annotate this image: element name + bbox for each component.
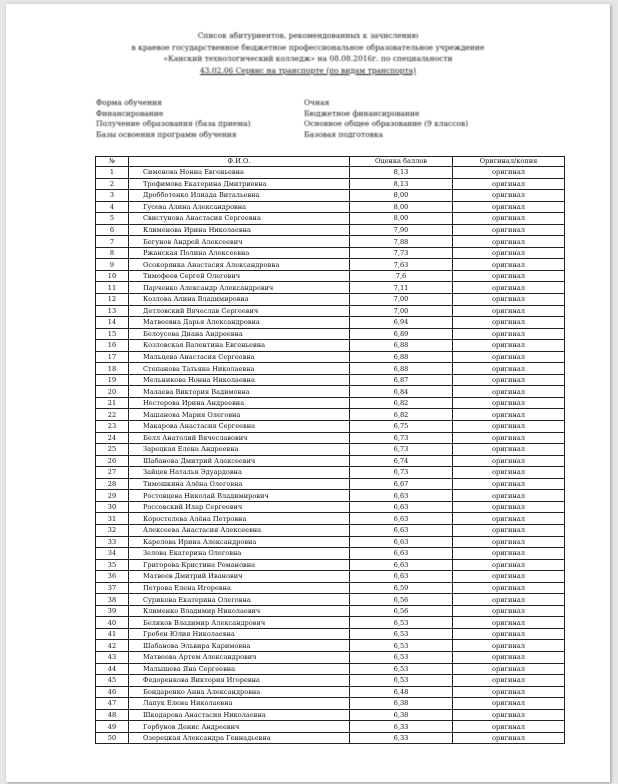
table-row	[96, 478, 565, 490]
row-document: оригинал	[453, 213, 565, 225]
row-score: 6,53	[350, 675, 453, 687]
row-document: оригинал	[453, 536, 565, 548]
row-document: оригинал	[453, 444, 565, 456]
row-number: 9	[96, 259, 129, 271]
row-number: 49	[96, 721, 129, 733]
column-header-document: Оригинал/копия	[453, 157, 565, 167]
row-name: Козловская Валентина Евгеньевна	[129, 340, 350, 352]
row-number: 38	[96, 594, 129, 606]
row-score: 8,00	[350, 190, 453, 202]
meta-value-basis: Основное общее образование (9 классов)	[304, 119, 469, 128]
row-name: Петрова Елена Игоревна	[129, 582, 350, 594]
row-name: Нестерова Ирина Андреевна	[129, 397, 350, 409]
column-header-name: Ф.И.О.	[129, 157, 350, 167]
row-number: 5	[96, 213, 129, 225]
row-document: оригинал	[453, 386, 565, 398]
row-document: оригинал	[453, 259, 565, 271]
meta-label-level: Базы освоения программ обучения	[96, 129, 237, 139]
row-name: Белл Анатолий Вячеславович	[129, 432, 350, 444]
row-document: оригинал	[453, 675, 565, 687]
row-document: оригинал	[453, 594, 565, 606]
row-number: 15	[96, 328, 129, 340]
row-number: 31	[96, 513, 129, 525]
row-document: оригинал	[453, 571, 565, 583]
row-number: 18	[96, 363, 129, 375]
row-document: оригинал	[453, 224, 565, 236]
row-name: Сурикова Екатерина Олеговна	[129, 594, 350, 606]
row-document: оригинал	[453, 467, 565, 479]
table-header-row	[96, 157, 565, 167]
row-document: оригинал	[453, 421, 565, 433]
row-number: 43	[96, 651, 129, 663]
table-row	[96, 444, 565, 456]
row-number: 46	[96, 686, 129, 698]
table-row	[96, 305, 565, 317]
row-number: 19	[96, 374, 129, 386]
table-row	[96, 270, 565, 282]
row-document: оригинал	[453, 247, 565, 259]
row-document: оригинал	[453, 317, 565, 329]
table-row	[96, 698, 565, 710]
row-number: 34	[96, 548, 129, 560]
meta-label-form: Форма обучения	[96, 98, 162, 107]
row-score: 6,94	[350, 317, 453, 329]
row-document: оригинал	[453, 201, 565, 213]
table-row	[96, 282, 565, 294]
row-name: Свистунова Анастасия Сергеевна	[129, 213, 350, 225]
row-name: Федоренкова Виктория Игоревна	[129, 675, 350, 687]
row-score: 6,33	[350, 721, 453, 733]
row-score: 6,53	[350, 628, 453, 640]
table-row	[96, 513, 565, 525]
row-name: Зарецкая Елена Андреевна	[129, 444, 350, 456]
row-score: 6,82	[350, 409, 453, 421]
row-name: Мальцева Анастасия Сергеевна	[129, 351, 350, 363]
row-number: 25	[96, 444, 129, 456]
row-name: Тимофеев Сергей Олегович	[129, 270, 350, 282]
row-score: 6,53	[350, 640, 453, 652]
table-row	[96, 721, 565, 733]
row-number: 35	[96, 559, 129, 571]
row-document: оригинал	[453, 455, 565, 467]
row-score: 7,11	[350, 282, 453, 294]
row-number: 26	[96, 455, 129, 467]
row-score: 6,75	[350, 421, 453, 433]
row-score: 6,63	[350, 571, 453, 583]
row-score: 6,88	[350, 340, 453, 352]
row-number: 6	[96, 224, 129, 236]
row-document: оригинал	[453, 432, 565, 444]
row-score: 6,63	[350, 513, 453, 525]
table-row	[96, 536, 565, 548]
row-name: Клименова Ирина Николаевна	[129, 224, 350, 236]
row-number: 24	[96, 432, 129, 444]
row-name: Белоусова Диана Андреевна	[129, 328, 350, 340]
table-row	[96, 178, 565, 190]
row-name: Лапук Елена Николаевна	[129, 698, 350, 710]
table-row	[96, 374, 565, 386]
meta-labels	[96, 98, 296, 140]
row-name: Степанова Татьяна Николаевна	[129, 363, 350, 375]
row-number: 41	[96, 628, 129, 640]
row-score: 6,48	[350, 686, 453, 698]
row-number: 30	[96, 501, 129, 513]
table-row	[96, 224, 565, 236]
row-name: Осокорянка Анастасия Александровна	[129, 259, 350, 271]
row-name: Дробботенко Илиада Витальевна	[129, 190, 350, 202]
row-name: Горбунов Денис Андреевич	[129, 721, 350, 733]
meta-value-level: Базовая подготовка	[304, 129, 384, 139]
row-number: 12	[96, 294, 129, 306]
row-name: Зайцев Наталья Эдуардовна	[129, 467, 350, 479]
row-number: 45	[96, 675, 129, 687]
row-score: 6,38	[350, 698, 453, 710]
row-number: 3	[96, 190, 129, 202]
row-score: 7,88	[350, 236, 453, 248]
column-header-score: Оценка баллов	[350, 157, 453, 167]
table-row	[96, 455, 565, 467]
row-number: 16	[96, 340, 129, 352]
row-name: Бегунов Андрей Алексеевич	[129, 236, 350, 248]
row-name: Озерецкая Александра Геннадьевна	[129, 732, 350, 744]
row-document: оригинал	[453, 294, 565, 306]
row-score: 6,63	[350, 490, 453, 502]
row-number: 10	[96, 270, 129, 282]
row-name: Трофимова Екатерина Дмитриевна	[129, 178, 350, 190]
table-row	[96, 663, 565, 675]
row-number: 27	[96, 467, 129, 479]
row-score: 7,90	[350, 224, 453, 236]
row-document: оригинал	[453, 513, 565, 525]
row-document: оригинал	[453, 501, 565, 513]
row-score: 6,53	[350, 663, 453, 675]
row-number: 21	[96, 397, 129, 409]
row-name: Мельникова Нонна Николаевна	[129, 374, 350, 386]
table-row	[96, 247, 565, 259]
row-document: оригинал	[453, 582, 565, 594]
table-row	[96, 501, 565, 513]
row-score: 6,53	[350, 651, 453, 663]
row-document: оригинал	[453, 617, 565, 629]
row-score: 7,00	[350, 294, 453, 306]
row-name: Клименко Владимир Николаевич	[129, 605, 350, 617]
row-number: 48	[96, 709, 129, 721]
row-number: 20	[96, 386, 129, 398]
table-row	[96, 571, 565, 583]
row-score: 6,73	[350, 432, 453, 444]
row-document: оригинал	[453, 340, 565, 352]
header-line-3: «Канский технологический колледж» на 08.08.2016г. по специальности	[163, 54, 453, 63]
row-document: оригинал	[453, 698, 565, 710]
row-number: 50	[96, 732, 129, 744]
table-row	[96, 640, 565, 652]
meta-value-financing: Бюджетное финансирование	[304, 108, 420, 118]
table-row	[96, 328, 565, 340]
row-number: 42	[96, 640, 129, 652]
row-name: Шабанова Дмитрий Алексеевич	[129, 455, 350, 467]
row-name: Григорова Кристина Романовна	[129, 559, 350, 571]
row-number: 39	[96, 605, 129, 617]
row-score: 7,63	[350, 259, 453, 271]
table-row	[96, 524, 565, 536]
row-name: Козлова Алина Владимировна	[129, 294, 350, 306]
row-document: оригинал	[453, 374, 565, 386]
table-row	[96, 397, 565, 409]
row-score: 6,33	[350, 732, 453, 744]
row-document: оригинал	[453, 328, 565, 340]
row-document: оригинал	[453, 270, 565, 282]
row-document: оригинал	[453, 305, 565, 317]
table-row	[96, 421, 565, 433]
row-name: Шкодарова Анастасия Николаевна	[129, 709, 350, 721]
table-row	[96, 675, 565, 687]
table-row	[96, 213, 565, 225]
table-row	[96, 605, 565, 617]
row-name: Макарова Анастасия Сергеевна	[129, 421, 350, 433]
table-row	[96, 548, 565, 560]
row-document: оригинал	[453, 732, 565, 744]
row-document: оригинал	[453, 478, 565, 490]
row-number: 8	[96, 247, 129, 259]
applicants-table	[95, 156, 565, 744]
row-document: оригинал	[453, 178, 565, 190]
table-row	[96, 190, 565, 202]
row-document: оригинал	[453, 721, 565, 733]
table-row	[96, 340, 565, 352]
table-row	[96, 651, 565, 663]
meta-label-financing: Финансирование	[96, 108, 164, 118]
row-number: 28	[96, 478, 129, 490]
header-line-2: в краевое государственное бюджетное профессиональное образовательное учреждение	[131, 42, 485, 52]
table-row	[96, 167, 565, 179]
row-score: 6,63	[350, 524, 453, 536]
row-document: оригинал	[453, 190, 565, 202]
row-number: 13	[96, 305, 129, 317]
row-score: 7,73	[350, 247, 453, 259]
row-name: Матвеев Дмитрий Иванович	[129, 571, 350, 583]
row-name: Россовский Илар Сергеевич	[129, 501, 350, 513]
row-score: 6,88	[350, 363, 453, 375]
table-row	[96, 594, 565, 606]
row-number: 33	[96, 536, 129, 548]
row-name: Детловский Вячеслав Сергеевич	[129, 305, 350, 317]
document-header	[6, 30, 610, 76]
table-row	[96, 559, 565, 571]
row-name: Зелова Екатерина Олеговна	[129, 548, 350, 560]
row-score: 6,53	[350, 617, 453, 629]
column-header-number: №	[96, 157, 129, 167]
table-row	[96, 490, 565, 502]
table-row	[96, 582, 565, 594]
row-score: 7,6	[350, 270, 453, 282]
row-document: оригинал	[453, 640, 565, 652]
row-score: 6,74	[350, 455, 453, 467]
row-score: 6,63	[350, 559, 453, 571]
row-number: 1	[96, 167, 129, 179]
row-number: 40	[96, 617, 129, 629]
row-document: оригинал	[453, 651, 565, 663]
header-line-1: Список абитуриентов, рекомендованных к зачислению	[197, 31, 419, 40]
row-name: Ржанская Полина Алексеевна	[129, 247, 350, 259]
row-score: 6,38	[350, 709, 453, 721]
header-specialty: 43.02.06 Сервис на транспорте (по видам транспорта)	[199, 65, 417, 75]
row-number: 32	[96, 524, 129, 536]
row-score: 6,73	[350, 444, 453, 456]
row-number: 2	[96, 178, 129, 190]
row-number: 14	[96, 317, 129, 329]
meta-values	[304, 98, 524, 140]
row-score: 8,13	[350, 167, 453, 179]
row-name: Тимошкина Алёна Олеговна	[129, 478, 350, 490]
table-row	[96, 732, 565, 744]
table-row	[96, 363, 565, 375]
row-number: 7	[96, 236, 129, 248]
row-name: Гусева Алина Александровна	[129, 201, 350, 213]
row-document: оригинал	[453, 490, 565, 502]
row-document: оригинал	[453, 686, 565, 698]
table-row	[96, 201, 565, 213]
row-name: Гребен Юлия Николаевна	[129, 628, 350, 640]
row-document: оригинал	[453, 351, 565, 363]
table-row	[96, 409, 565, 421]
row-name: Машанова Мария Олеговна	[129, 409, 350, 421]
meta-value-form: Очная	[304, 98, 330, 107]
row-score: 6,67	[350, 478, 453, 490]
row-document: оригинал	[453, 709, 565, 721]
row-document: оригинал	[453, 559, 565, 571]
table-row	[96, 259, 565, 271]
row-document: оригинал	[453, 236, 565, 248]
row-name: Коростелева Алёна Петровна	[129, 513, 350, 525]
row-number: 11	[96, 282, 129, 294]
row-name: Карелова Ирина Александровна	[129, 536, 350, 548]
row-score: 6,87	[350, 374, 453, 386]
row-document: оригинал	[453, 397, 565, 409]
table-row	[96, 709, 565, 721]
table-row	[96, 317, 565, 329]
row-number: 4	[96, 201, 129, 213]
row-number: 17	[96, 351, 129, 363]
row-score: 6,73	[350, 467, 453, 479]
row-document: оригинал	[453, 282, 565, 294]
row-document: оригинал	[453, 663, 565, 675]
row-number: 37	[96, 582, 129, 594]
table-row	[96, 432, 565, 444]
row-score: 6,59	[350, 582, 453, 594]
row-document: оригинал	[453, 524, 565, 536]
row-number: 22	[96, 409, 129, 421]
row-score: 7,00	[350, 305, 453, 317]
row-score: 6,63	[350, 501, 453, 513]
row-score: 8,00	[350, 201, 453, 213]
row-score: 6,56	[350, 605, 453, 617]
row-score: 6,89	[350, 328, 453, 340]
row-score: 6,63	[350, 548, 453, 560]
row-document: оригинал	[453, 363, 565, 375]
row-name: Малаева Виктория Вадимовна	[129, 386, 350, 398]
row-score: 8,00	[350, 213, 453, 225]
row-name: Сименова Нонна Евгеньевна	[129, 167, 350, 179]
row-number: 23	[96, 421, 129, 433]
meta-label-basis: Получение образования (база приема)	[96, 119, 251, 128]
table-row	[96, 628, 565, 640]
row-name: Ростовцева Николай Владимирович	[129, 490, 350, 502]
row-name: Малышева Яна Сергеевна	[129, 663, 350, 675]
row-name: Бондаренко Анна Александровна	[129, 686, 350, 698]
table-row	[96, 236, 565, 248]
table-row	[96, 351, 565, 363]
row-document: оригинал	[453, 605, 565, 617]
row-document: оригинал	[453, 409, 565, 421]
row-number: 47	[96, 698, 129, 710]
table-row	[96, 617, 565, 629]
row-number: 29	[96, 490, 129, 502]
row-name: Алексеева Анастасия Алексеевна	[129, 524, 350, 536]
table-row	[96, 386, 565, 398]
row-name: Шабанова Эльвира Каримовна	[129, 640, 350, 652]
table-row	[96, 294, 565, 306]
row-name: Беляков Владимир Александрович	[129, 617, 350, 629]
table-row	[96, 467, 565, 479]
row-score: 6,82	[350, 397, 453, 409]
row-score: 6,88	[350, 351, 453, 363]
row-score: 6,84	[350, 386, 453, 398]
row-name: Матвеева Артем Александрович	[129, 651, 350, 663]
row-name: Парченко Александр Александрович	[129, 282, 350, 294]
row-document: оригинал	[453, 628, 565, 640]
row-name: Матвеевна Дарья Александровна	[129, 317, 350, 329]
document-page	[6, 4, 610, 782]
row-score: 6,56	[350, 594, 453, 606]
row-document: оригинал	[453, 167, 565, 179]
row-document: оригинал	[453, 548, 565, 560]
row-score: 6,63	[350, 536, 453, 548]
row-number: 36	[96, 571, 129, 583]
table-row	[96, 686, 565, 698]
row-score: 8,13	[350, 178, 453, 190]
row-number: 44	[96, 663, 129, 675]
